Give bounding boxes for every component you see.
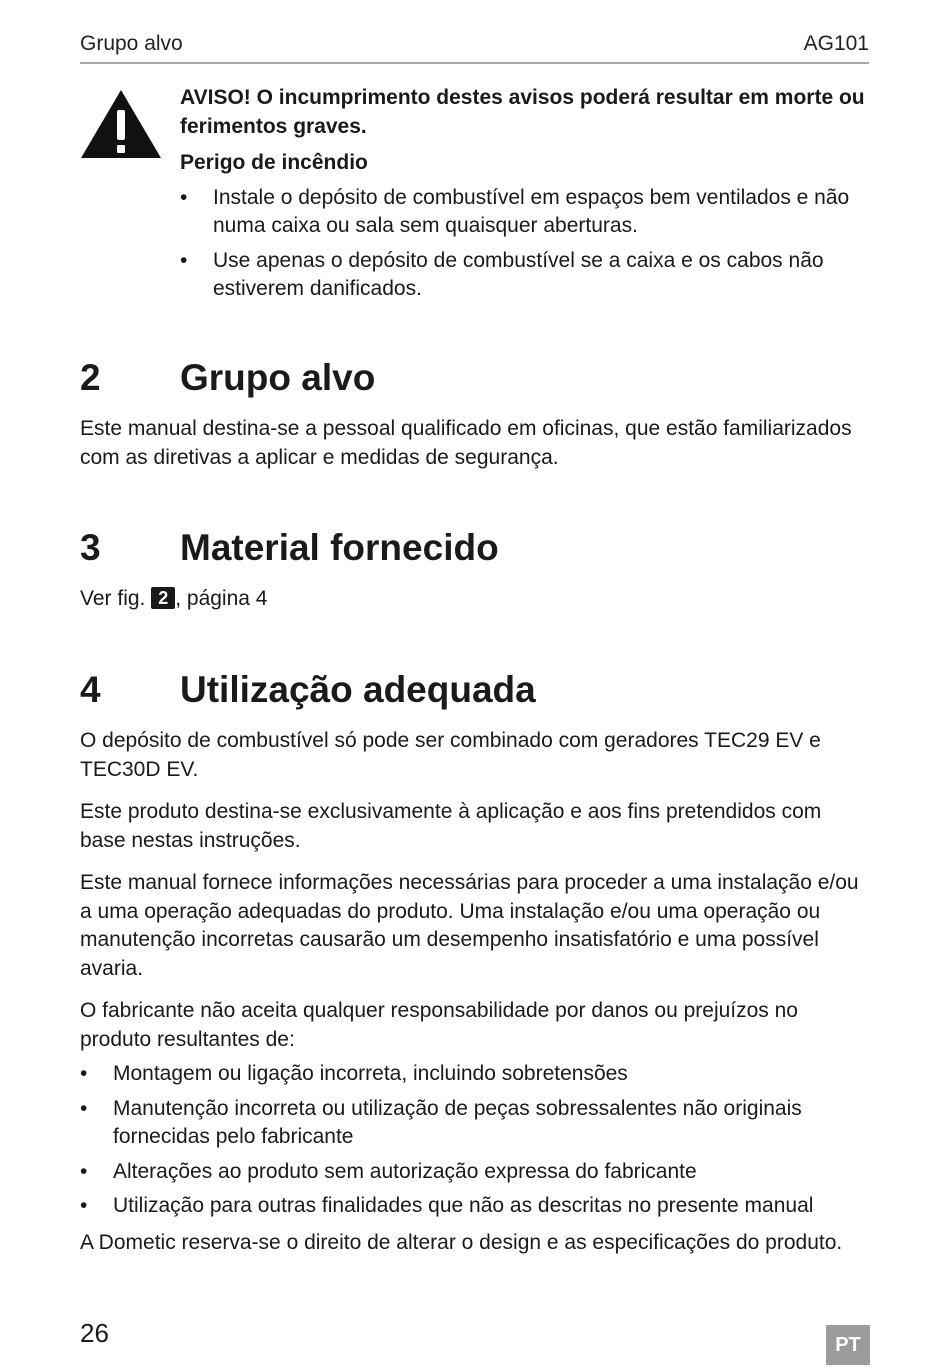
- warning-triangle-icon: [80, 88, 162, 160]
- header-section-title: Grupo alvo: [80, 32, 183, 55]
- paragraph: O depósito de combustível só pode ser combinado com geradores TEC29 EV e TEC30D EV.: [80, 729, 821, 781]
- page-number: 26: [80, 1318, 109, 1348]
- list-item: • Manutenção incorreta ou utilização de peças sobressalentes não originais fornecidas pelo fabricante: [80, 1096, 802, 1148]
- list-item: • Use apenas o depósito de combustível se a caixa e os cabos não estiverem danificados.: [180, 248, 824, 300]
- page-header: [80, 32, 869, 64]
- paragraph: Este manual fornece informações necessárias para proceder a uma instalação e/ou a uma operação adequadas do produto. Uma instalação e/ou uma operação ou manutenção incorretas causarão um desempenho insatisfatório e uma possível avaria.: [80, 871, 859, 980]
- warning-subtitle: Perigo de incêndio: [180, 151, 368, 174]
- list-item: • Alterações ao produto sem autorização expressa do fabricante: [80, 1159, 697, 1183]
- liability-list: [80, 1060, 870, 1221]
- paragraph: Este manual destina-se a pessoal qualificado em oficinas, que estão familiarizados com as diretivas a aplicar e medidas de segurança.: [80, 417, 852, 469]
- paragraph: A Dometic reserva-se o direito de alterar o design e as especificações do produto.: [80, 1230, 843, 1254]
- warning-block: [180, 84, 870, 310]
- figure-reference: Ver fig. 2 , página 4: [80, 587, 268, 610]
- paragraph: Este produto destina-se exclusivamente à aplicação e aos fins pretendidos com base nestas instruções.: [80, 800, 822, 852]
- language-badge: PT: [826, 1325, 870, 1365]
- section-heading: 2 Grupo alvo: [80, 357, 376, 398]
- section-utilizacao-adequada: [80, 668, 870, 1271]
- paragraph: O fabricante não aceita qualquer responsabilidade por danos ou prejuízos no produto resultantes de:: [80, 999, 798, 1051]
- section-material-fornecido: [80, 526, 870, 628]
- figure-number-badge: 2: [151, 587, 175, 609]
- header-model: AG101: [803, 32, 869, 55]
- list-item: • Montagem ou ligação incorreta, incluindo sobretensões: [80, 1062, 628, 1085]
- section-grupo-alvo: [80, 356, 870, 486]
- warning-list: [180, 184, 870, 304]
- list-item: • Instale o depósito de combustível em espaços bem ventilados e não numa caixa ou sala sem quaisquer aberturas.: [180, 185, 850, 237]
- section-heading: 4 Utilização adequada: [80, 669, 536, 710]
- list-item: • Utilização para outras finalidades que não as descritas no presente manual: [80, 1194, 814, 1217]
- warning-title: AVISO! O incumprimento destes avisos poderá resultar em morte ou ferimentos graves.: [180, 86, 865, 138]
- section-heading: 3 Material fornecido: [80, 527, 499, 568]
